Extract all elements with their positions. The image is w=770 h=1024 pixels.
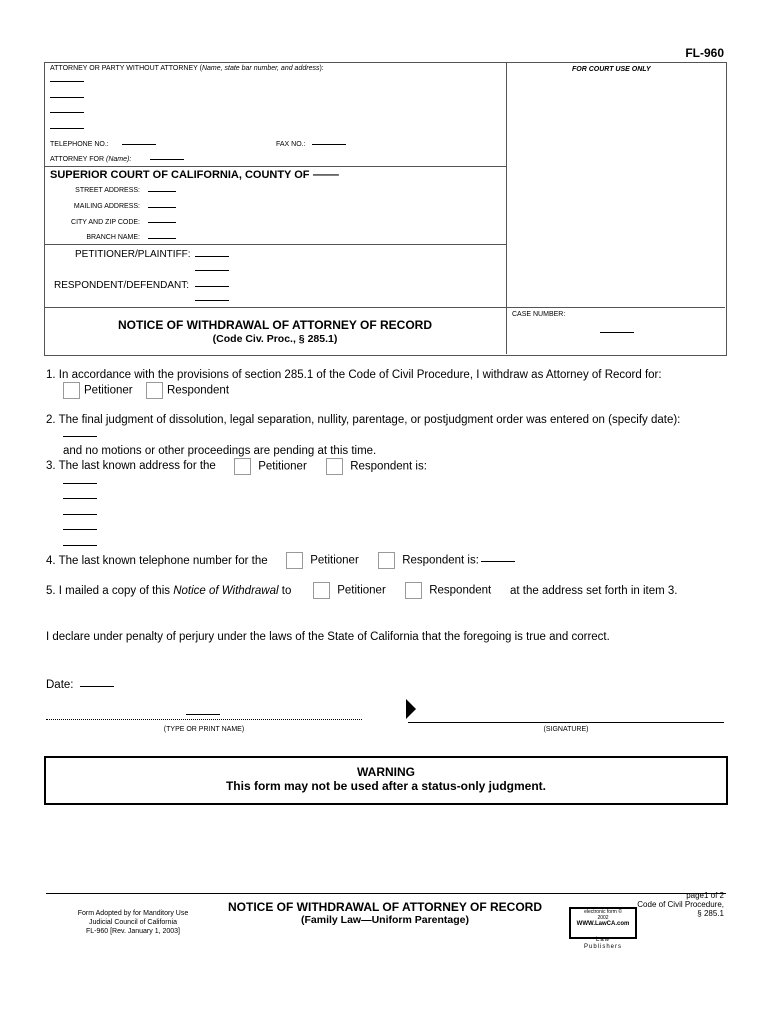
petitioner-field[interactable] xyxy=(195,256,229,257)
form-subtitle: (Code Civ. Proc., § 285.1) xyxy=(212,333,338,345)
respondent-field-2[interactable] xyxy=(195,300,229,301)
checkbox[interactable] xyxy=(326,458,343,475)
name-value[interactable] xyxy=(186,714,220,715)
date-field[interactable] xyxy=(80,686,114,687)
form-title: NOTICE OF WITHDRAWAL OF ATTORNEY OF RECORD xyxy=(118,318,432,332)
address-line[interactable] xyxy=(63,498,97,499)
attorney-line[interactable] xyxy=(50,81,84,82)
publisher-text: Law Publishers xyxy=(583,937,622,950)
court-use-label: FOR COURT USE ONLY xyxy=(572,66,651,73)
signature-line[interactable] xyxy=(408,722,724,723)
respondent-label: RESPONDENT/DEFENDANT: xyxy=(54,280,190,291)
case-number-field[interactable] xyxy=(600,332,634,333)
item-3-petitioner[interactable]: Petitioner xyxy=(234,458,307,475)
form-id: FL-960 xyxy=(685,46,724,60)
attorney-for-field[interactable] xyxy=(150,159,184,160)
footer-rule xyxy=(46,893,726,894)
mailing-label: MAILING ADDRESS: xyxy=(73,203,140,210)
signature-label: (SIGNATURE) xyxy=(543,726,589,733)
city-label: CITY AND ZIP CODE: xyxy=(71,219,140,226)
warning-title: WARNING xyxy=(357,765,415,779)
branch-field[interactable] xyxy=(148,238,176,239)
street-field[interactable] xyxy=(148,191,176,192)
checkbox[interactable] xyxy=(234,458,251,475)
attorney-line[interactable] xyxy=(50,128,84,129)
item-2-continued: and no motions or other proceedings are pending at this time. xyxy=(63,445,377,457)
item-1: 1. In accordance with the provisions of section 285.1 of the Code of Civil Procedure, I withdraw as Attorney of Record for: xyxy=(46,369,662,381)
case-number-label: CASE NUMBER: xyxy=(512,311,566,318)
warning-box xyxy=(44,756,728,805)
attorney-line[interactable] xyxy=(50,97,84,98)
mailing-field[interactable] xyxy=(148,207,176,208)
footer-subtitle: (Family Law—Uniform Parentage) xyxy=(300,914,470,926)
type-name-label: (TYPE OR PRINT NAME) xyxy=(163,726,245,733)
street-label: STREET ADDRESS: xyxy=(75,187,140,194)
name-line[interactable] xyxy=(46,719,362,720)
footer-title: NOTICE OF WITHDRAWAL OF ATTORNEY OF RECORD xyxy=(228,900,542,914)
city-field[interactable] xyxy=(148,222,176,223)
item-1-respondent[interactable]: Respondent xyxy=(146,382,229,399)
publisher-badge: electronic form © 2002 WWW.LawCA.com xyxy=(569,907,637,939)
caption-box xyxy=(44,62,727,356)
telephone-field[interactable] xyxy=(122,144,156,145)
checkbox[interactable] xyxy=(146,382,163,399)
checkbox[interactable] xyxy=(286,552,303,569)
petitioner-field-2[interactable] xyxy=(195,270,229,271)
item-4-respondent[interactable]: Respondent is: xyxy=(378,552,479,569)
checkbox[interactable] xyxy=(405,582,422,599)
checkbox[interactable] xyxy=(313,582,330,599)
item-5: 5. I mailed a copy of this Notice of Withdrawal to xyxy=(46,585,292,597)
attorney-for-label: ATTORNEY FOR (Name): xyxy=(50,156,132,163)
checkbox[interactable] xyxy=(378,552,395,569)
warning-text: This form may not be used after a status-only judgment. xyxy=(225,779,547,793)
item-2: 2. The final judgment of dissolution, legal separation, nullity, parentage, or postjudgment order was entered on (specify date): xyxy=(46,414,681,426)
date-label: Date: xyxy=(46,679,74,691)
respondent-field[interactable] xyxy=(195,286,229,287)
attorney-line[interactable] xyxy=(50,112,84,113)
adopted-text: Form Adopted by for Manditory Use Judicial Council of California FL-960 [Rev. January 1, 2003] xyxy=(77,910,189,935)
item-5-petitioner[interactable]: Petitioner xyxy=(313,582,386,599)
branch-label: BRANCH NAME: xyxy=(86,234,140,241)
item-5-end: at the address set forth in item 3. xyxy=(510,585,678,597)
court-name: SUPERIOR COURT OF CALIFORNIA, COUNTY OF ––––– xyxy=(50,169,339,181)
declaration: I declare under penalty of perjury under the laws of the State of California that the foregoing is true and correct. xyxy=(46,631,610,643)
item-3: 3. The last known address for the xyxy=(46,460,216,472)
arrow-icon xyxy=(406,699,416,719)
address-line[interactable] xyxy=(63,483,97,484)
item-3-respondent[interactable]: Respondent is: xyxy=(326,458,427,475)
telephone-label: TELEPHONE NO.: xyxy=(50,141,109,148)
item-4-petitioner[interactable]: Petitioner xyxy=(286,552,359,569)
item-4: 4. The last known telephone number for the xyxy=(46,555,268,567)
item-1-petitioner[interactable]: Petitioner xyxy=(63,382,133,399)
item-5-respondent[interactable]: Respondent xyxy=(405,582,491,599)
fax-field[interactable] xyxy=(312,144,346,145)
address-line[interactable] xyxy=(63,529,97,530)
attorney-label: ATTORNEY OR PARTY WITHOUT ATTORNEY (Name, state bar number, and address): xyxy=(50,65,324,72)
judgment-date-field[interactable] xyxy=(63,436,97,437)
fax-label: FAX NO.: xyxy=(276,141,306,148)
telephone-number-field[interactable] xyxy=(481,561,515,562)
address-line[interactable] xyxy=(63,545,97,546)
checkbox[interactable] xyxy=(63,382,80,399)
petitioner-label: PETITIONER/PLAINTIFF: xyxy=(75,249,191,260)
address-line[interactable] xyxy=(63,514,97,515)
page-info: page1 of 2 Code of Civil Procedure, § 285.1 xyxy=(637,891,724,918)
